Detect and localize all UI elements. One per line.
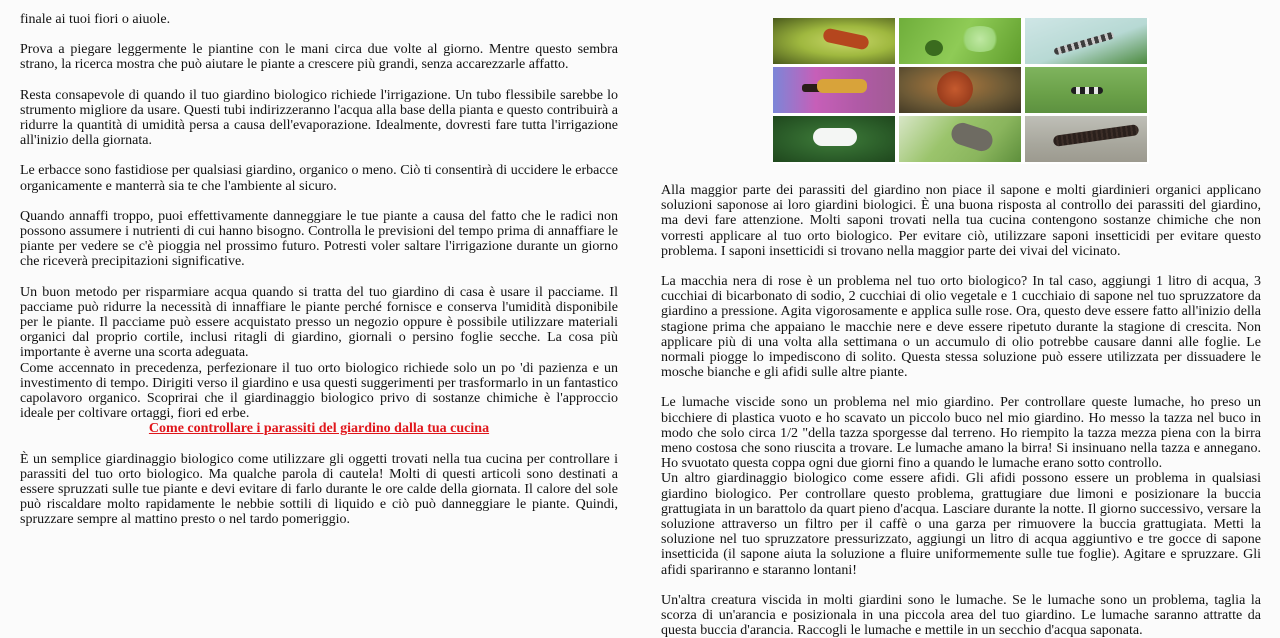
- pest-image-aphids: [899, 18, 1021, 64]
- left-article-column: [20, 12, 618, 528]
- garden-pests-image-grid: [773, 18, 1149, 164]
- paragraph-irrigation: Resta consapevole di quando il tuo giardino biologico richiede l'irrigazione. Un tubo flessibile sarebbe lo strumento migliore da usare. Questi tubi indirizzeranno l'acqua alla base della pianta e questo contribuirà a ridurre la quantità di umidità persa a causa dell'evaporazione. Idealmente, dovresti fare tutta l'irrigazione all'inizio della giornata.: [20, 87, 618, 149]
- paragraph-gap: [20, 73, 618, 88]
- mite-icon: [937, 71, 973, 107]
- pest-image-gnat: [773, 67, 895, 113]
- thrips-icon: [1071, 87, 1103, 94]
- paragraph-weeds: Le erbacce sono fastidiose per qualsiasi giardino, organico o meno. Ciò ti consentirà di uccidere le erbacce organicamente e manterrà sia te che l'ambiente al sicuro.: [20, 163, 618, 194]
- psyllid-icon: [949, 120, 996, 154]
- paragraph-soap-solutions: Alla maggior parte dei parassiti del giardino non piace il sapone e molti giardinieri organici applicano soluzioni saponose ai loro giardini biologici. È una buona risposta al controllo dei parassiti del giardino, ma devi fare attenzione. Molti saponi trovati nella tua cucina contengono sostanze chimiche che non vorresti applicare al tuo orto biologico. Per evitare ciò, utilizzare saponi insetticidi per evitare questo problema. I saponi insetticidi si trovano nella maggior parte dei vivai del vicinato.: [661, 183, 1261, 259]
- paragraph-gap: [661, 259, 1261, 274]
- aphids-icon: [959, 26, 1001, 52]
- pest-image-thrips: [1025, 67, 1147, 113]
- paragraph-gap: [661, 578, 1261, 593]
- millipede-icon: [1053, 124, 1140, 147]
- paragraph-overwatering: Quando annaffi troppo, puoi effettivamente danneggiare le tue piante a causa del fatto che le radici non possono assumere i nutrienti di cui hanno bisogno. Controlla le previsioni del tempo prima di annaffiare le piante per vedere se c'è pioggia nel prossimo futuro. Potresti voler saltare l'irrigazione durante un giorno che riceverà precipitazioni significative.: [20, 208, 618, 270]
- pest-image-mite: [899, 67, 1021, 113]
- paragraph-gap: [20, 27, 618, 42]
- ant-icon: [822, 27, 870, 50]
- pest-image-whitefly: [773, 116, 895, 162]
- paragraph-slugs-beer: Le lumache viscide sono un problema nel mio giardino. Per controllare queste lumache, ho preso un bicchiere di plastica vuoto e ho scavato un piccolo buco nel mio giardino. Ho messo la tazza nel buco in modo che solo circa 1/2 "della tazza sporgesse dal terreno. Ho riempito la tazza mezza piena con la birra meno costosa che sono riuscita a trovare. Le lumache amano la birra! Si insinuano nella tazza e annegano. Ho svuotato questa coppa ogni due giorni fino a quando le lumache erano sotto controllo.: [661, 395, 1261, 472]
- pest-image-caterpillar: [1025, 18, 1147, 64]
- pest-image-psyllid: [899, 116, 1021, 162]
- right-article-column: [661, 183, 1261, 638]
- paragraph-slugs-orange: Un'altra creatura viscida in molti giardini sono le lumache. Se le lumache sono un problema, taglia la scorza di un'arancia e posizionala in una piccola area del tuo giardino. Le lumache saranno attratte da questa buccia d'arancia. Raccogli le lumache e mettile in un secchio d'acqua saponata.: [661, 592, 1261, 638]
- leaf-hole-icon: [925, 40, 943, 56]
- paragraph-gap: [20, 148, 618, 163]
- gnat-icon: [817, 79, 867, 93]
- section-heading-link[interactable]: Come controllare i parassiti del giardino dalla tua cucina: [148, 421, 490, 437]
- paragraph-gap: [20, 270, 618, 285]
- pest-image-ant: [773, 18, 895, 64]
- caterpillar-icon: [1053, 32, 1115, 56]
- paragraph-gap: [20, 194, 618, 209]
- paragraph-bend-seedlings: Prova a piegare leggermente le piantine con le mani circa due volte al giorno. Mentre questo sembra strano, la ricerca mostra che può aiutare le piante a crescere più grandi, senza accarezzarle affatto.: [20, 42, 618, 73]
- paragraph-aphids-lemon: Un altro giardinaggio biologico come essere afidi. Gli afidi possono essere un problema in qualsiasi giardino biologico. Per controllare questo problema, grattugiare due limoni e posizionare la buccia grattugiata in un barattolo da quart pieno d'acqua. Lasciare durante la notte. Il giorno successivo, versare la soluzione attraverso un filtro per il caffè o una garza per rimuovere la buccia grattugiata. Metti la soluzione nel tuo spruzzatore pressurizzato, aggiungi un litro di acqua aggiuntivo e tre gocce di sapone insetticida (il sapone aiuta la soluzione a fluire uniformemente sulle tue foglie). Agitare e spruzzare. Gli afidi spariranno e staranno lontani!: [661, 471, 1261, 578]
- paragraph-gap: [20, 437, 618, 452]
- paragraph-mulch: Un buon metodo per risparmiare acqua quando si tratta del tuo giardino di casa è usare il pacciame. Il pacciame può ridurre la necessità di innaffiare le piante perché fornisce e conserva l'umidità disponibile per le piante. Il pacciame può essere acquistato presso un negozio oppure è possibile utilizzare materiali organici dal proprio cortile, inclusi ritagli di giardino, giornali o persino foglie secche. La cosa più importante è averne una scorta adeguata.: [20, 284, 618, 361]
- pest-image-millipede: [1025, 116, 1147, 162]
- whitefly-icon: [813, 128, 857, 146]
- paragraph-kitchen-pest-control: È un semplice giardinaggio biologico come utilizzare gli oggetti trovati nella tua cucina per controllare i parassiti del tuo orto biologico. Ma qualche parola di cautela! Molti di questi articoli sono destinati a essere spruzzati sulle tue piante e devi evitare di farlo durante le ore calde della giornata. Il calore del sole può riscaldare molto rapidamente le nebbie sottili di liquido e ciò può danneggiare le piante. Quindi, spruzzare sempre al mattino presto o nel tardo pomeriggio.: [20, 451, 618, 528]
- paragraph-black-spot-roses: La macchia nera di rose è un problema nel tuo orto biologico? In tal caso, aggiungi 1 litro di acqua, 3 cucchiai di bicarbonato di sodio, 2 cucchiai di olio vegetale e 1 cucchiaio di sapone nel tuo spruzzatore da giardino a pressione. Agita vigorosamente e applica sulle rose. Ora, questo deve essere fatto all'inizio della stagione prima che appaiano le macchie nere e deve essere ripetuto durante la stagione di crescita. Non applicare più di una volta alla settimana o un accumulo di olio potrebbe causare danni alle foglie. Le normali piogge lo impediscono di solito. Questa stessa soluzione può essere utilizzata per dissuadere le mosche bianche e gli afidi sulle altre piante.: [661, 274, 1261, 381]
- paragraph-intro-fragment: finale ai tuoi fiori o aiuole.: [20, 12, 171, 27]
- paragraph-gap: [661, 380, 1261, 395]
- paragraph-conclusion: Come accennato in precedenza, perfezionare il tuo orto biologico richiede solo un po 'di pazienza e un investimento di tempo. Dirigiti verso il giardino e usa questi suggerimenti per trasformarlo in un fantastico capolavoro organico. Scoprirai che il giardinaggio biologico privo di sostanze chimiche è l'approccio ideale per coltivare ortaggi, fiori ed erbe.: [20, 360, 618, 422]
